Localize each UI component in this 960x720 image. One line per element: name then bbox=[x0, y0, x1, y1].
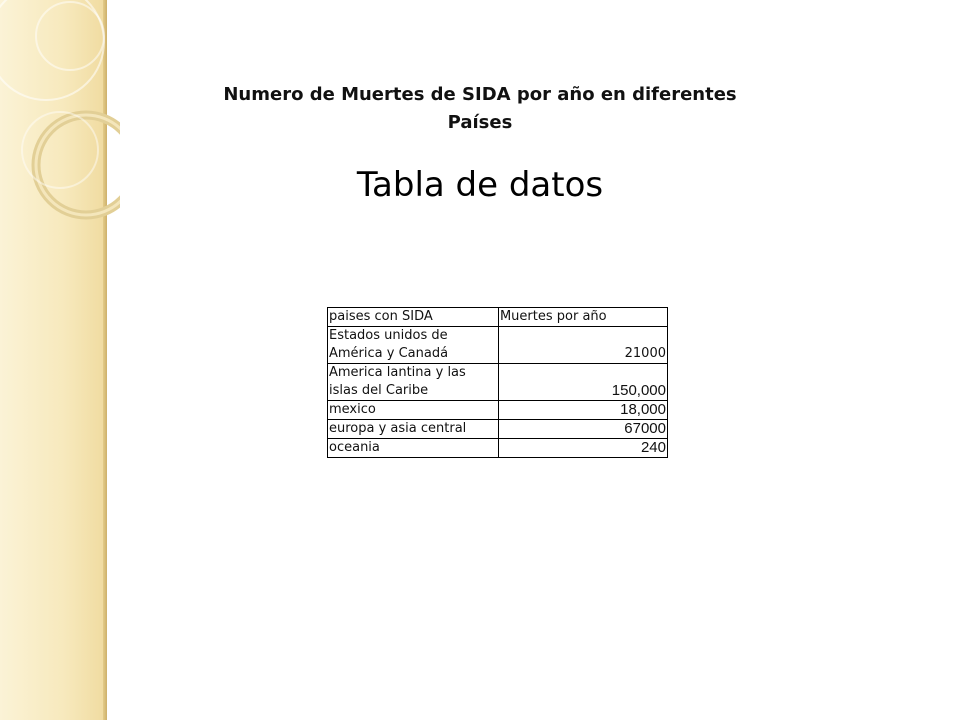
decorative-rings bbox=[0, 0, 120, 260]
country-cell: America lantina y las islas del Caribe bbox=[328, 364, 499, 401]
table-row bbox=[328, 327, 668, 364]
country-cell: europa y asia central bbox=[328, 420, 499, 439]
table-row bbox=[328, 364, 668, 401]
deaths-cell: 67000 bbox=[498, 420, 667, 439]
deaths-cell: 21000 bbox=[498, 327, 667, 364]
deaths-cell: 18,000 bbox=[498, 401, 667, 420]
table-row bbox=[328, 420, 668, 439]
slide-title: Numero de Muertes de SIDA por año en diferentes Países bbox=[223, 84, 737, 133]
data-table bbox=[327, 307, 668, 458]
country-cell: mexico bbox=[328, 401, 499, 420]
slide-subtitle: Tabla de datos bbox=[356, 165, 604, 205]
table-row bbox=[328, 439, 668, 458]
country-cell: Estados unidos de América y Canadá bbox=[328, 327, 499, 364]
table-row bbox=[328, 401, 668, 420]
table-header-row bbox=[328, 308, 668, 327]
header-deaths: Muertes por año bbox=[498, 308, 667, 327]
deaths-cell: 150,000 bbox=[498, 364, 667, 401]
deaths-cell: 240 bbox=[498, 439, 667, 458]
country-cell: oceania bbox=[328, 439, 499, 458]
header-country: paises con SIDA bbox=[328, 308, 499, 327]
